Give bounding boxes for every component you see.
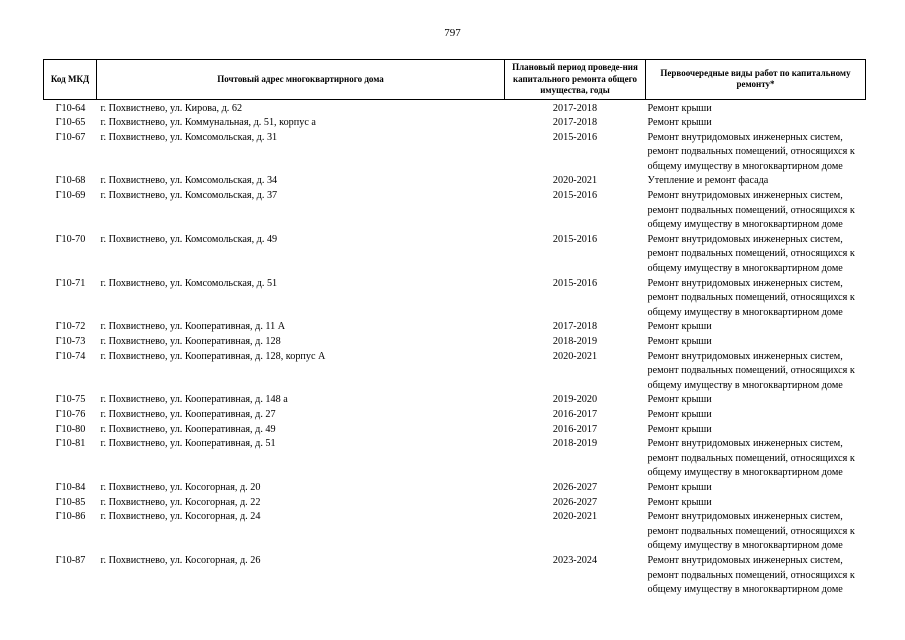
row-period: 2015-2016 [552,190,598,202]
capital-repair-table [43,59,866,598]
table-row [44,423,866,438]
table-row [44,277,866,321]
row-works: Ремонт внутридомовых инженерных систем, ремонт подвальных помещений, относящихся к общему имуществу в многоквартирном доме [647,190,855,231]
table-row [44,189,866,233]
row-works: Ремонт крыши [647,408,712,420]
row-address: г. Похвистнево, ул. Комсомольская, д. 31 [100,131,278,143]
row-address: г. Похвистнево, ул. Кооперативная, д. 128, корпус А [100,350,326,362]
row-period: 2017-2018 [552,117,598,129]
row-works: Ремонт крыши [647,336,712,347]
header-address: Почтовый адрес многоквартирного дома [97,60,505,100]
row-code: Г10-85 [55,496,86,508]
row-period: 2020-2021 [552,350,598,362]
row-code: Г10-68 [55,175,86,187]
row-period: 2016-2017 [552,408,598,420]
row-code: Г10-75 [55,394,86,406]
row-period: 2020-2021 [552,175,598,187]
row-works: Ремонт внутридомовых инженерных систем, ремонт подвальных помещений, относящихся к общему имуществу в многоквартирном доме [647,277,855,318]
table-row [44,350,866,394]
row-period: 2019-2020 [552,394,598,406]
row-period: 2015-2016 [552,131,598,143]
row-works: Ремонт внутридомовых инженерных систем, ремонт подвальных помещений, относящихся к общему имуществу в многоквартирном доме [647,511,855,552]
table-row [44,481,866,496]
row-code: Г10-80 [55,423,86,435]
row-works: Ремонт крыши [647,321,712,333]
row-code: Г10-81 [55,438,86,450]
page-number: 797 [444,27,461,39]
row-address: г. Похвистнево, ул. Кирова, д. 62 [100,102,243,114]
table-row [44,320,866,335]
row-works: Утепление и ремонт фасада [647,175,769,187]
row-period: 2026-2027 [552,481,598,493]
table-row [44,393,866,408]
row-works: Ремонт внутридомовых инженерных систем, ремонт подвальных помещений, относящихся к общему имуществу в многоквартирном доме [647,233,855,275]
row-code: Г10-65 [55,117,86,129]
row-works: Ремонт крыши [647,496,712,508]
row-period: 2023-2024 [552,554,598,566]
row-period: 2018-2019 [552,438,598,450]
row-address: г. Похвистнево, ул. Косогорная, д. 22 [100,496,261,508]
row-works: Ремонт крыши [647,117,712,129]
row-code: Г10-74 [55,350,86,362]
row-address: г. Похвистнево, ул. Косогорная, д. 26 [100,554,261,566]
row-period: 2018-2019 [552,336,598,347]
row-period: 2026-2027 [552,496,598,508]
table-header [44,60,866,100]
row-code: Г10-73 [55,336,86,347]
row-period: 2020-2021 [552,511,598,523]
row-code: Г10-70 [55,233,86,245]
table-row [44,131,866,175]
table-body [44,99,866,598]
row-address: г. Похвистнево, ул. Кооперативная, д. 128 [100,336,281,347]
row-address: г. Похвистнево, ул. Косогорная, д. 20 [100,481,261,493]
table-row [44,496,866,511]
row-works: Ремонт внутридомовых инженерных систем, ремонт подвальных помещений, относящихся к общему имуществу в многоквартирном доме [647,554,855,596]
row-address: г. Похвистнево, ул. Косогорная, д. 24 [100,511,261,523]
row-works: Ремонт внутридомовых инженерных систем, ремонт подвальных помещений, относящихся к общему имуществу в многоквартирном доме [647,350,855,391]
row-code: Г10-69 [55,190,86,202]
row-code: Г10-84 [55,481,86,493]
row-works: Ремонт внутридомовых инженерных систем, ремонт подвальных помещений, относящихся к общему имуществу в многоквартирном доме [647,438,855,479]
row-address: г. Похвистнево, ул. Кооперативная, д. 51 [100,438,276,450]
row-code: Г10-76 [55,408,86,420]
table-row [44,335,866,350]
table-row [44,554,866,598]
row-address: г. Похвистнево, ул. Коммунальная, д. 51, корпус а [100,117,316,129]
row-address: г. Похвистнево, ул. Комсомольская, д. 34 [100,175,278,187]
row-code: Г10-67 [55,131,86,143]
table-row [44,99,866,116]
table-row [44,437,866,481]
row-address: г. Похвистнево, ул. Кооперативная, д. 148 а [100,394,288,406]
header-period: Плановый период проведе-ния капитального ремонта общего имущества, годы [505,60,646,100]
header-row [44,60,866,100]
header-code: Код МКД [44,60,97,100]
row-address: г. Похвистнево, ул. Кооперативная, д. 27 [100,408,276,420]
row-period: 2015-2016 [552,233,598,245]
row-address: г. Похвистнево, ул. Комсомольская, д. 37 [100,190,278,202]
row-code: Г10-87 [55,554,86,566]
row-period: 2017-2018 [552,102,598,114]
row-address: г. Похвистнево, ул. Комсомольская, д. 49 [100,233,278,245]
table-row [44,233,866,277]
row-works: Ремонт крыши [647,102,712,114]
row-period: 2017-2018 [552,321,598,333]
row-works: Ремонт крыши [647,394,712,406]
row-address: г. Похвистнево, ул. Кооперативная, д. 49 [100,423,276,435]
row-code: Г10-64 [55,102,86,114]
row-code: Г10-71 [55,277,86,289]
table-row [44,408,866,423]
row-works: Ремонт внутридомовых инженерных систем, ремонт подвальных помещений, относящихся к общему имуществу в многоквартирном доме [647,131,855,172]
header-works: Первоочередные виды работ по капитальному ремонту* [646,60,866,100]
row-works: Ремонт крыши [647,481,712,493]
row-code: Г10-72 [55,321,86,333]
row-period: 2015-2016 [552,277,598,289]
table-row [44,116,866,131]
row-code: Г10-86 [55,511,86,523]
row-works: Ремонт крыши [647,423,712,435]
table-row [44,174,866,189]
row-address: г. Похвистнево, ул. Комсомольская, д. 51 [100,277,278,289]
row-period: 2016-2017 [552,423,598,435]
row-address: г. Похвистнево, ул. Кооперативная, д. 11 А [100,321,286,333]
table-row [44,510,866,554]
